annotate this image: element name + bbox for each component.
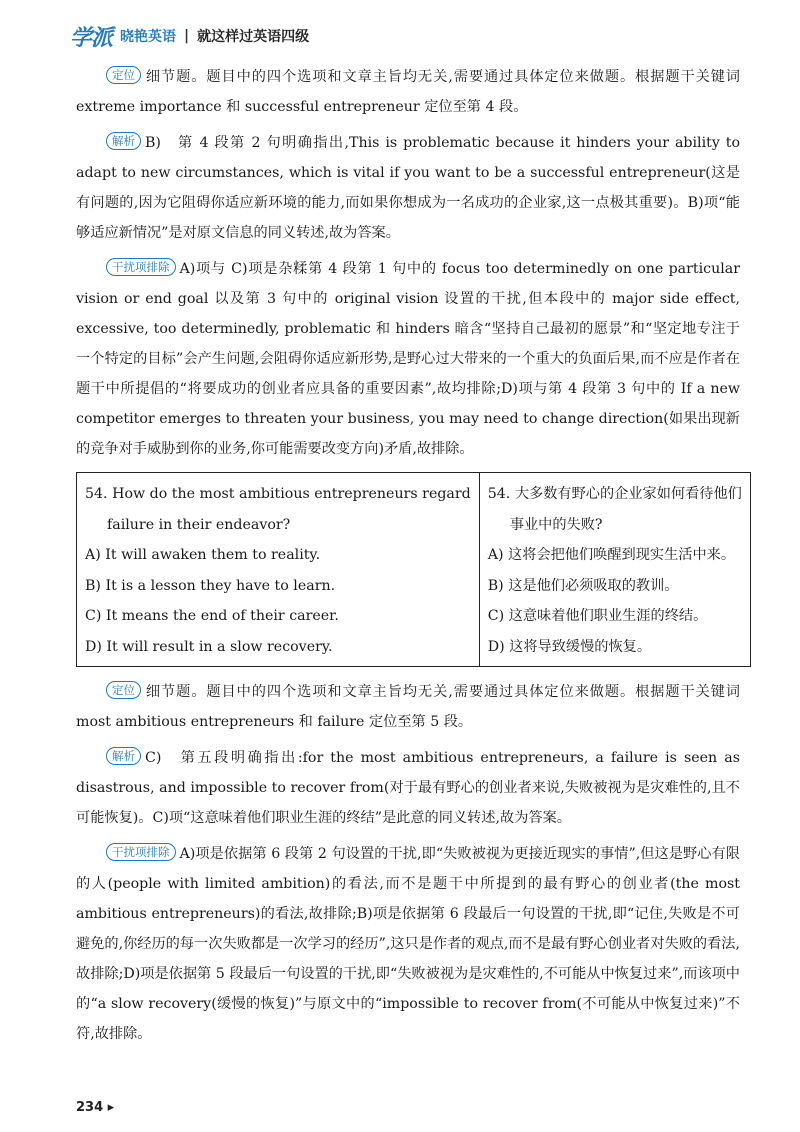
header-separator: | (184, 28, 190, 44)
q54-analysis-text: C) 第五段明确指出:for the most ambitious entrepreneurs, a failure is seen as disastrous, and impossible to recover from(对于最有野心的创业者来说,失败被视为是灾难性的,且不可能恢复)。C)项“这意味着他们职业生涯的终结”是此意的同义转述,故为答案。 (76, 750, 740, 826)
zh-question-line1: 54. 大多数有野心的企业家如何看待他们 (487, 486, 742, 502)
en-option-d: D) It will result in a slow recovery. (85, 638, 333, 655)
distractor-tag: 干扰项排除 (106, 258, 176, 276)
locate-tag: 定位 (106, 681, 141, 699)
analysis-tag: 解析 (106, 747, 141, 765)
q54-distractor-paragraph (76, 839, 740, 1049)
chinese-question-cell (479, 473, 750, 667)
page-header (70, 22, 309, 50)
zh-option-c: C) 这意味着他们职业生涯的终结。 (487, 608, 708, 624)
q53-locate-paragraph (76, 62, 740, 122)
brand-name: 晓艳英语 (120, 29, 177, 45)
en-option-b: B) It is a lesson they have to learn. (85, 577, 336, 594)
zh-option-d: D) 这将导致缓慢的恢复。 (487, 638, 652, 655)
q54-locate-paragraph (76, 677, 740, 737)
q53-distractor-text: A)项与 C)项是杂糅第 4 段第 1 句中的 focus too determinedly on one particular vision or end goal 以及第 3 句中的 original vision 设置的干扰,但本段中的 major side effect, excessive, too determinedly, problematic 和 hinders 暗含“坚持自己最初的愿景”和“坚定地专注于一个特定的目标”会产生问题,会阻碍你适应新形势,是野心过大带来的一个重大的负面后果,而不应是作者在题干中所提倡的“将要成功的创业者应具备的重要因素”,故均排除;D)项与第 4 段第 3 句中的 If a new competitor emerges to threaten your business, you may need to change direction(如果出现新的竞争对手威胁到你的业务,你可能需要改变方向)矛盾,故排除。 (76, 261, 740, 457)
locate-tag: 定位 (106, 66, 141, 84)
en-option-c: C) It means the end of their career. (85, 608, 339, 624)
en-option-a: A) It will awaken them to reality. (85, 547, 321, 563)
page-content (76, 62, 740, 1055)
publisher-logo: 学派 (70, 25, 113, 51)
zh-option-b: B) 这是他们必须吸取的教训。 (487, 577, 679, 594)
question-54-table (76, 472, 751, 667)
series-title: 就这样过英语四级 (197, 29, 310, 45)
en-question-line1: 54. How do the most ambitious entrepreneurs regard (85, 486, 471, 502)
analysis-tag: 解析 (106, 132, 141, 150)
page-number: 234 ▸ (76, 1100, 115, 1115)
q54-locate-text: 细节题。题目中的四个选项和文章主旨均无关,需要通过具体定位来做题。根据题干关键词 most ambitious entrepreneurs 和 failure 定位至第 5 段。 (76, 684, 740, 730)
q53-analysis-paragraph (76, 128, 740, 248)
zh-question-line2: 事业中的失败? (509, 516, 603, 533)
q54-analysis-paragraph (76, 743, 740, 833)
zh-option-a: A) 这将会把他们唤醒到现实生活中来。 (487, 547, 736, 563)
q53-locate-text: 细节题。题目中的四个选项和文章主旨均无关,需要通过具体定位来做题。根据题干关键词 extreme importance 和 successful entrepreneur 定位至第 4 段。 (76, 69, 740, 115)
q53-analysis-text: B) 第 4 段第 2 句明确指出,This is problematic because it hinders your ability to adapt to new circumstances, which is vital if you want to be a successful entrepreneur(这是有问题的,因为它阻碍你适应新环境的能力,而如果你想成为一名成功的企业家,这一点极其重要)。B)项“能够适应新情况”是对原文信息的同义转述,故为答案。 (76, 135, 740, 241)
distractor-tag: 干扰项排除 (106, 843, 176, 861)
en-question-line2: failure in their endeavor? (107, 516, 291, 533)
q53-distractor-paragraph (76, 254, 740, 464)
english-question-cell (77, 473, 480, 667)
q54-distractor-text: A)项是依据第 6 段第 2 句设置的干扰,即“失败被视为更接近现实的事情”,但这是野心有限的人(people with limited ambition)的看法,而不是题干中所提到的最有野心的创业者(the most ambitious entrepreneurs)的看法,故排除;B)项是依据第 6 段最后一句设置的干扰,即“记住,失败是不可避免的,你经历的每一次失败都是一次学习的经历”,这只是作者的观点,而不是最有野心创业者对失败的看法,故排除;D)项是依据第 5 段最后一句设置的干扰,即“失败被视为是灾难性的,不可能从中恢复过来”,而该项中的“a slow recovery(缓慢的恢复)”与原文中的“impossible to recover from(不可能从中恢复过来)”不符,故排除。 (76, 846, 740, 1042)
